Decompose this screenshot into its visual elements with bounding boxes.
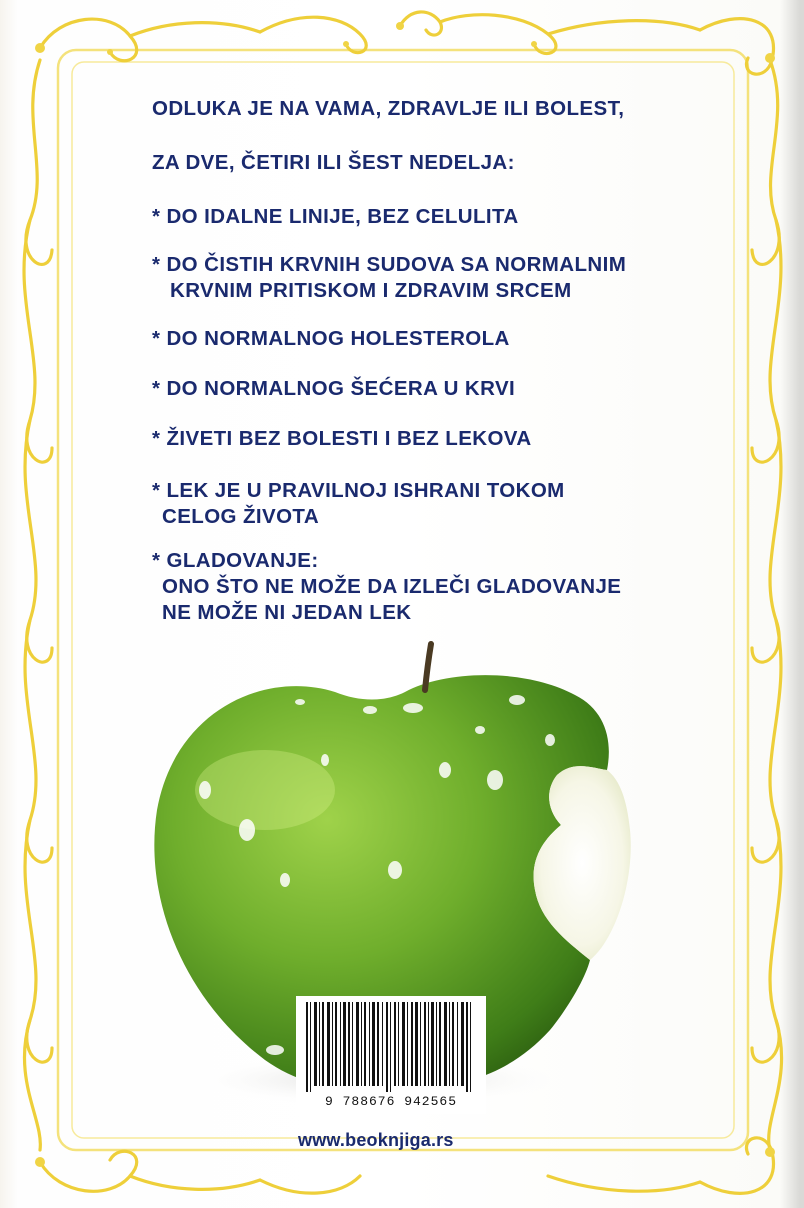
- bullet-no-illness: * ŽIVETI BEZ BOLESTI I BEZ LEKOVA: [152, 427, 532, 450]
- bullet-blood-sugar: * DO NORMALNOG ŠEĆERA U KRVI: [152, 377, 516, 400]
- bullet-blood-vessels-cont: KRVNIM PRITISKOM I ZDRAVIM SRCEM: [170, 279, 572, 302]
- bullet-nutrition-cont: CELOG ŽIVOTA: [162, 505, 320, 528]
- headline-line-2: ZA DVE, ČETIRI ILI ŠEST NEDELJA:: [152, 151, 515, 174]
- bullet-cholesterol: * DO NORMALNOG HOLESTEROLA: [152, 327, 510, 350]
- barcode: [304, 1002, 478, 1092]
- bullet-fasting-line-3: NE MOŽE NI JEDAN LEK: [162, 601, 412, 624]
- isbn-number: 9 788676 942565: [324, 1094, 458, 1109]
- bullet-nutrition: * LEK JE U PRAVILNOJ ISHRANI TOKOM: [152, 479, 565, 502]
- bullet-blood-vessels: * DO ČISTIH KRVNIH SUDOVA SA NORMALNIM: [152, 253, 627, 276]
- bullet-fasting: * GLADOVANJE:: [152, 549, 319, 572]
- bullet-fasting-line-2: ONO ŠTO NE MOŽE DA IZLEČI GLADOVANJE: [162, 575, 622, 598]
- bullet-ideal-line: * DO IDALNE LINIJE, BEZ CELULITA: [152, 205, 519, 228]
- publisher-website: www.beoknjiga.rs: [298, 1130, 454, 1150]
- barcode-box: [296, 996, 486, 1114]
- headline-line-1: ODLUKA JE NA VAMA, ZDRAVLJE ILI BOLEST,: [152, 97, 625, 120]
